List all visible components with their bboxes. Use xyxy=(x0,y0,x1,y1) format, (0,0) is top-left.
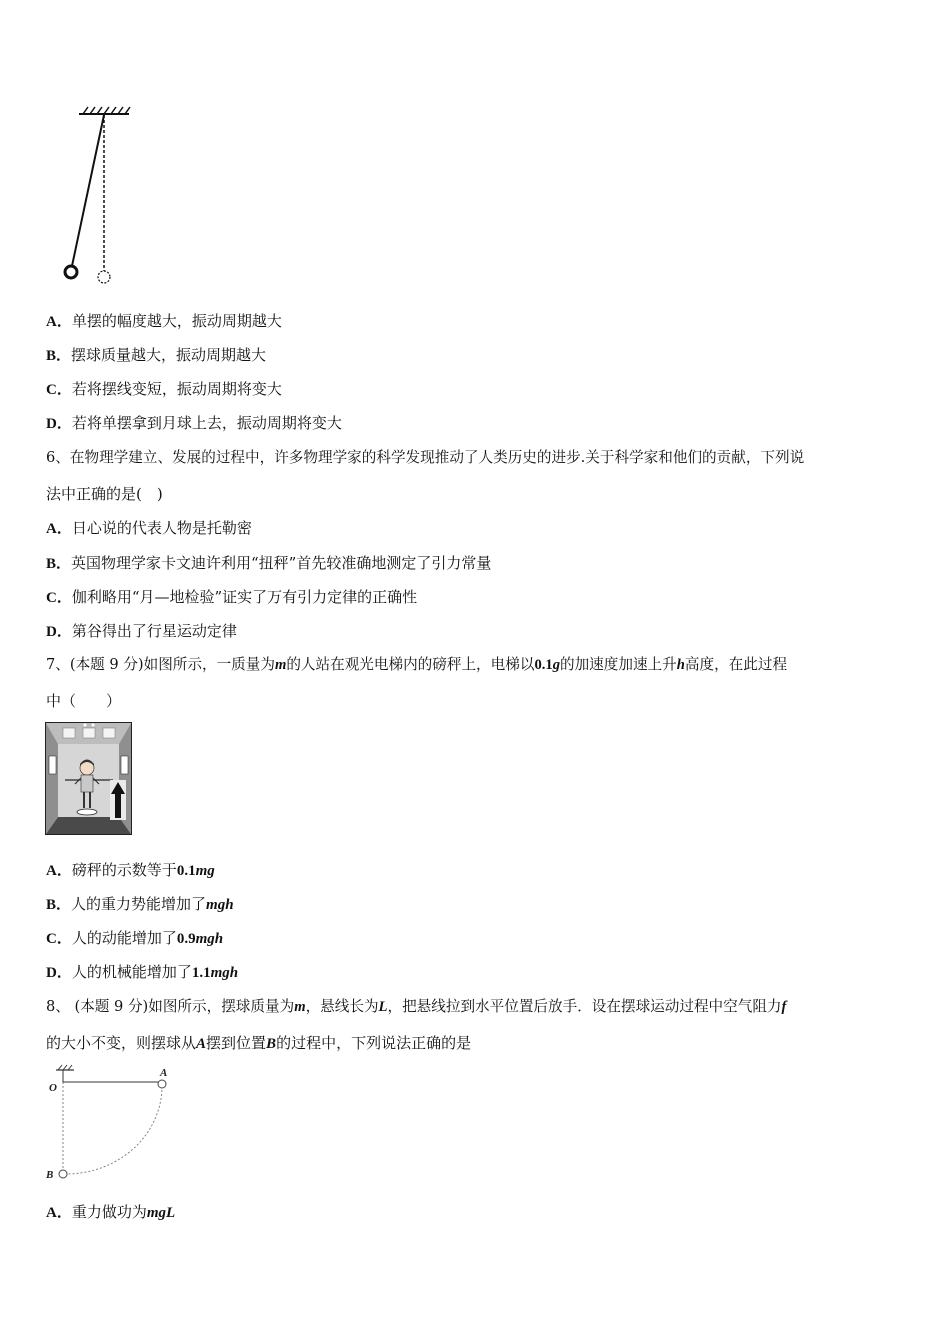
q5-option-b: B．摆球质量越大，振动周期越大 xyxy=(46,346,267,364)
q7-option-b: B．人的重力势能增加了mgh xyxy=(46,895,234,913)
q6-option-d: D．第谷得出了行星运动定律 xyxy=(46,622,237,640)
q6-stem-line2: 法中正确的是( ) xyxy=(46,485,163,503)
elevator-figure xyxy=(45,722,133,836)
q5-option-d: D．若将单摆拿到月球上去，振动周期将变大 xyxy=(46,414,342,432)
q8-option-a: A．重力做功为mgL xyxy=(46,1203,176,1221)
pendulum-bob xyxy=(65,266,77,278)
pivot-hatch xyxy=(58,1065,72,1070)
q6-option-c: C．伽利略用“月—地检验”证实了万有引力定律的正确性 xyxy=(46,588,418,606)
ball-b xyxy=(59,1170,67,1178)
q7-option-d: D．人的机械能增加了1.1mgh xyxy=(46,963,239,981)
label-a: A xyxy=(160,1067,168,1079)
q6-stem-line1: 6、在物理学建立、发展的过程中，许多物理学家的科学发现推动了人类历史的进步.关于科学家和他们的贡献，下列说 xyxy=(46,449,805,466)
q6-option-a: A．日心说的代表人物是托勒密 xyxy=(46,519,252,537)
q8-stem-line1: 8、 (本题 9 分)如图所示，摆球质量为m，悬线长为L，把悬线拉到水平位置后放手．设在摆球运动过程中空气阻力f xyxy=(46,998,787,1015)
q7-stem-line2: 中（ ） xyxy=(46,692,122,710)
ball-a xyxy=(158,1080,166,1088)
right-wall-picture xyxy=(121,756,128,774)
ceiling-hatch xyxy=(83,107,130,114)
label-o: O xyxy=(49,1082,57,1094)
q8-stem-line2: 的大小不变，则摆球从A摆到位置B的过程中，下列说法正确的是 xyxy=(46,1034,472,1052)
equilibrium-bob xyxy=(98,271,110,283)
q7-option-a: A．磅秤的示数等于0.1mg xyxy=(46,861,215,879)
scale xyxy=(77,809,97,815)
swing-figure xyxy=(44,1064,174,1184)
arc-path xyxy=(66,1086,162,1174)
left-wall-picture xyxy=(49,756,56,774)
label-b: B xyxy=(46,1169,54,1181)
pendulum-string xyxy=(72,115,104,266)
ceiling-indicator xyxy=(84,724,87,727)
ceiling-lights xyxy=(63,728,115,738)
pendulum-figure xyxy=(55,104,135,289)
q5-option-a: A．单摆的幅度越大，振动周期越大 xyxy=(46,312,282,330)
q7-stem-line1: 7、(本题 9 分)如图所示，一质量为m的人站在观光电梯内的磅秤上，电梯以0.1g的加速度加速上升h高度，在此过程 xyxy=(46,656,788,673)
q7-option-c: C．人的动能增加了0.9mgh xyxy=(46,929,224,947)
q6-option-b: B．英国物理学家卡文迪许利用“扭秤”首先较准确地测定了引力常量 xyxy=(46,554,492,572)
q5-option-c: C．若将摆线变短，振动周期将变大 xyxy=(46,380,282,398)
